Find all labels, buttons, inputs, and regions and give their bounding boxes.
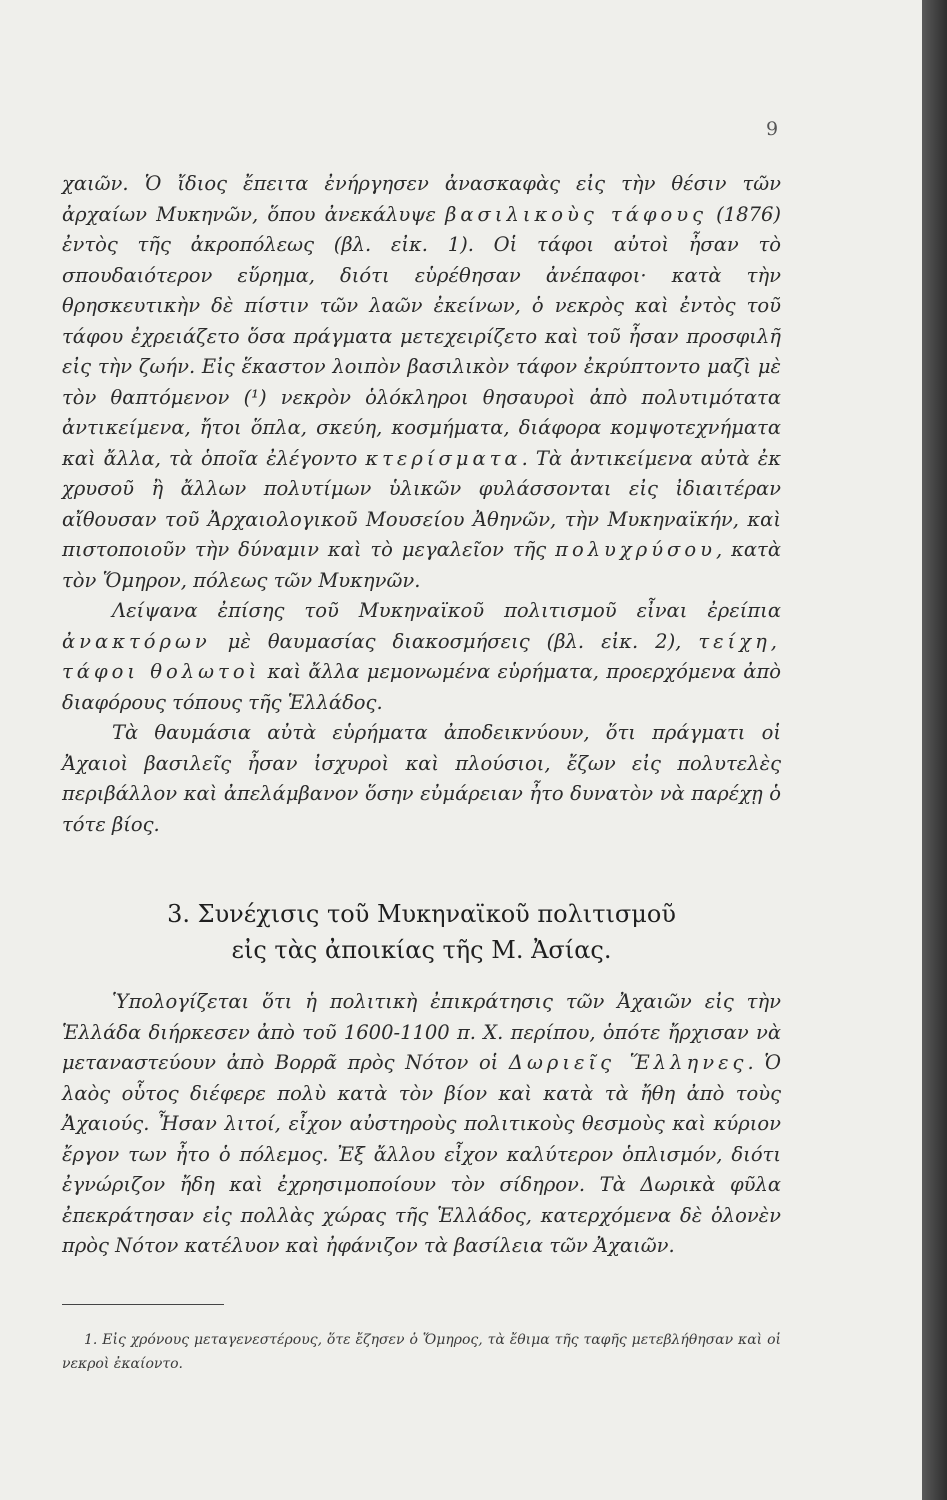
spaced-term: βασιλικοὺς τάφους <box>445 202 708 226</box>
text-run: , κατὰ τὸν Ὅμηρον, πόλεως τῶν Μυκηνῶν. <box>62 538 781 592</box>
paragraph-mycenae-excavations <box>62 169 781 596</box>
text-run: (1876) ἐντὸς τῆς ἀκροπόλεως (βλ. εἰκ. 1). Οἱ τάφοι αὐτοὶ ἦσαν τὸ σπουδαιότερον εὕρημα, διότι εὑρέθησαν ἀνέπαφοι· κατὰ τὴν θρησκευτικὴν δὲ πίστιν τῶν λαῶν ἐκείνων, ὁ νεκρὸς καὶ ἐντὸς τοῦ τάφου ἐχρειάζετο ὅσα πράγματα μετεχειρίζετο καὶ τοῦ ἦσαν προσφιλῆ εἰς τὴν ζωήν. Εἰς ἕκαστον λοιπὸν βασιλικὸν τάφον ἐκρύπτοντο μαζὶ μὲ τὸν θαπτόμενον (¹) νεκρὸν ὁλόκληροι θησαυροὶ ἀπὸ πολυτιμότατα ἀντικείμενα, ἤτοι ὅπλα, σκεύη, κοσμήματα, διάφορα κομψοτεχνήματα καὶ ἄλλα, τὰ ὁποῖα ἐλέγοντο <box>62 202 781 470</box>
heading-line-2: εἰς τὰς ἀποικίας τῆς Μ. Ἀσίας. <box>231 936 612 964</box>
spaced-term: ἀνακτόρων <box>62 629 211 653</box>
paragraph-dorians <box>62 987 781 1262</box>
text-run: Λείψανα ἐπίσης τοῦ Μυκηναϊκοῦ πολιτισμοῦ εἶναι ἐρείπια <box>112 599 781 622</box>
scan-edge <box>922 0 947 1500</box>
section-body-1 <box>62 169 781 840</box>
paragraph-achaean-kings: Τὰ θαυμάσια αὐτὰ εὑρήματα ἀποδεικνύουν, ὅτι πράγματι οἱ Ἀχαιοὶ βασιλεῖς ἦσαν ἰσχυροὶ καὶ πλούσιοι, ἔζων εἰς πολυτελὲς περιβάλλον καὶ ἀπελάμβανον ὅσην εὐμάρειαν ἦτο δυνατὸν νὰ παρέχῃ ὁ τότε βίος. <box>62 721 781 836</box>
text-run: Ὑπολογίζεται ὅτι ἡ πολιτικὴ ἐπικράτησις τῶν Ἀχαιῶν εἰς τὴν Ἑλλάδα διήρκεσεν ἀπὸ τοῦ 1600-1100 π. Χ. περίπου, ὁπότε ἤρχισαν νὰ μεταναστεύουν ἀπὸ Βορρᾶ πρὸς Νότον οἱ <box>62 990 781 1074</box>
spaced-term: Δωριεῖς Ἕλληνες <box>508 1051 748 1074</box>
footnote-divider <box>62 1304 224 1305</box>
heading-line-1: 3. Συνέχισις τοῦ Μυκηναϊκοῦ πολιτισμοῦ <box>167 900 676 928</box>
page-number: 9 <box>766 118 779 140</box>
text-run: καὶ ἄλλα μεμονωμένα εὑρήματα, προερχόμενα ἀπὸ διαφόρους τόπους τῆς Ἑλλάδος. <box>62 660 781 714</box>
footnote-text: 1. Εἰς χρόνους μεταγενεστέρους, ὅτε ἔζησεν ὁ Ὅμηρος, τὰ ἔθιμα τῆς ταφῆς μετεβλήθησαν καὶ οἱ νεκροὶ ἐκαίοντο. <box>62 1332 781 1372</box>
spaced-term: κτερίσματα <box>365 446 522 470</box>
spaced-term: τείχη, τάφοι θολωτοὶ <box>62 629 781 683</box>
footnote <box>62 1328 781 1376</box>
section-heading <box>62 896 781 968</box>
text-run: μὲ θαυμασίας διακοσμήσεις (βλ. εἰκ. 2), <box>210 629 699 653</box>
spaced-term: πολυχρύσου <box>555 538 716 561</box>
text-run: . Ὁ λαὸς οὗτος διέφερε πολὺ κατὰ τὸν βίον καὶ κατὰ τὰ ἤθη ἀπὸ τοὺς Ἀχαιούς. Ἦσαν λιτοί, εἶχον αὐστηροὺς πολιτικοὺς θεσμοὺς καὶ κύριον ἔργον των ἦτο ὁ πόλεμος. Ἐξ ἄλλου εἶχον καλύτερον ὁπλισμόν, διότι ἐγνώριζον ἤδη καὶ ἐχρησιμοποίουν τὸν σίδηρον. Τὰ Δωρικὰ φῦλα ἐπεκράτησαν εἰς πολλὰς χώρας τῆς Ἑλλάδος, κατερχόμενα δὲ ὁλονὲν πρὸς Νότον κατέλυον καὶ ἠφάνιζον τὰ βασίλεια τῶν Ἀχαιῶν. <box>62 1051 781 1257</box>
paragraph-mycenaean-remains <box>62 596 781 718</box>
text-run: χαιῶν. Ὁ ἴδιος ἔπειτα ἐνήργησεν ἀνασκαφὰς εἰς τὴν θέσιν τῶν ἀρχαίων Μυκηνῶν, ὅπου ἀνεκάλυψε <box>62 172 781 226</box>
section-body-2 <box>62 987 781 1262</box>
text-run: . Τὰ ἀντικείμενα αὐτὰ ἐκ χρυσοῦ ἢ ἄλλων πολυτίμων ὑλικῶν φυλάσσονται εἰς ἰδιαιτέραν αἴθουσαν τοῦ Ἀρχαιολογικοῦ Μουσείου Ἀθηνῶν, τὴν Μυκηναϊκήν, καὶ πιστοποιοῦν τὴν δύναμιν καὶ τὸ μεγαλεῖον τῆς <box>62 446 781 561</box>
